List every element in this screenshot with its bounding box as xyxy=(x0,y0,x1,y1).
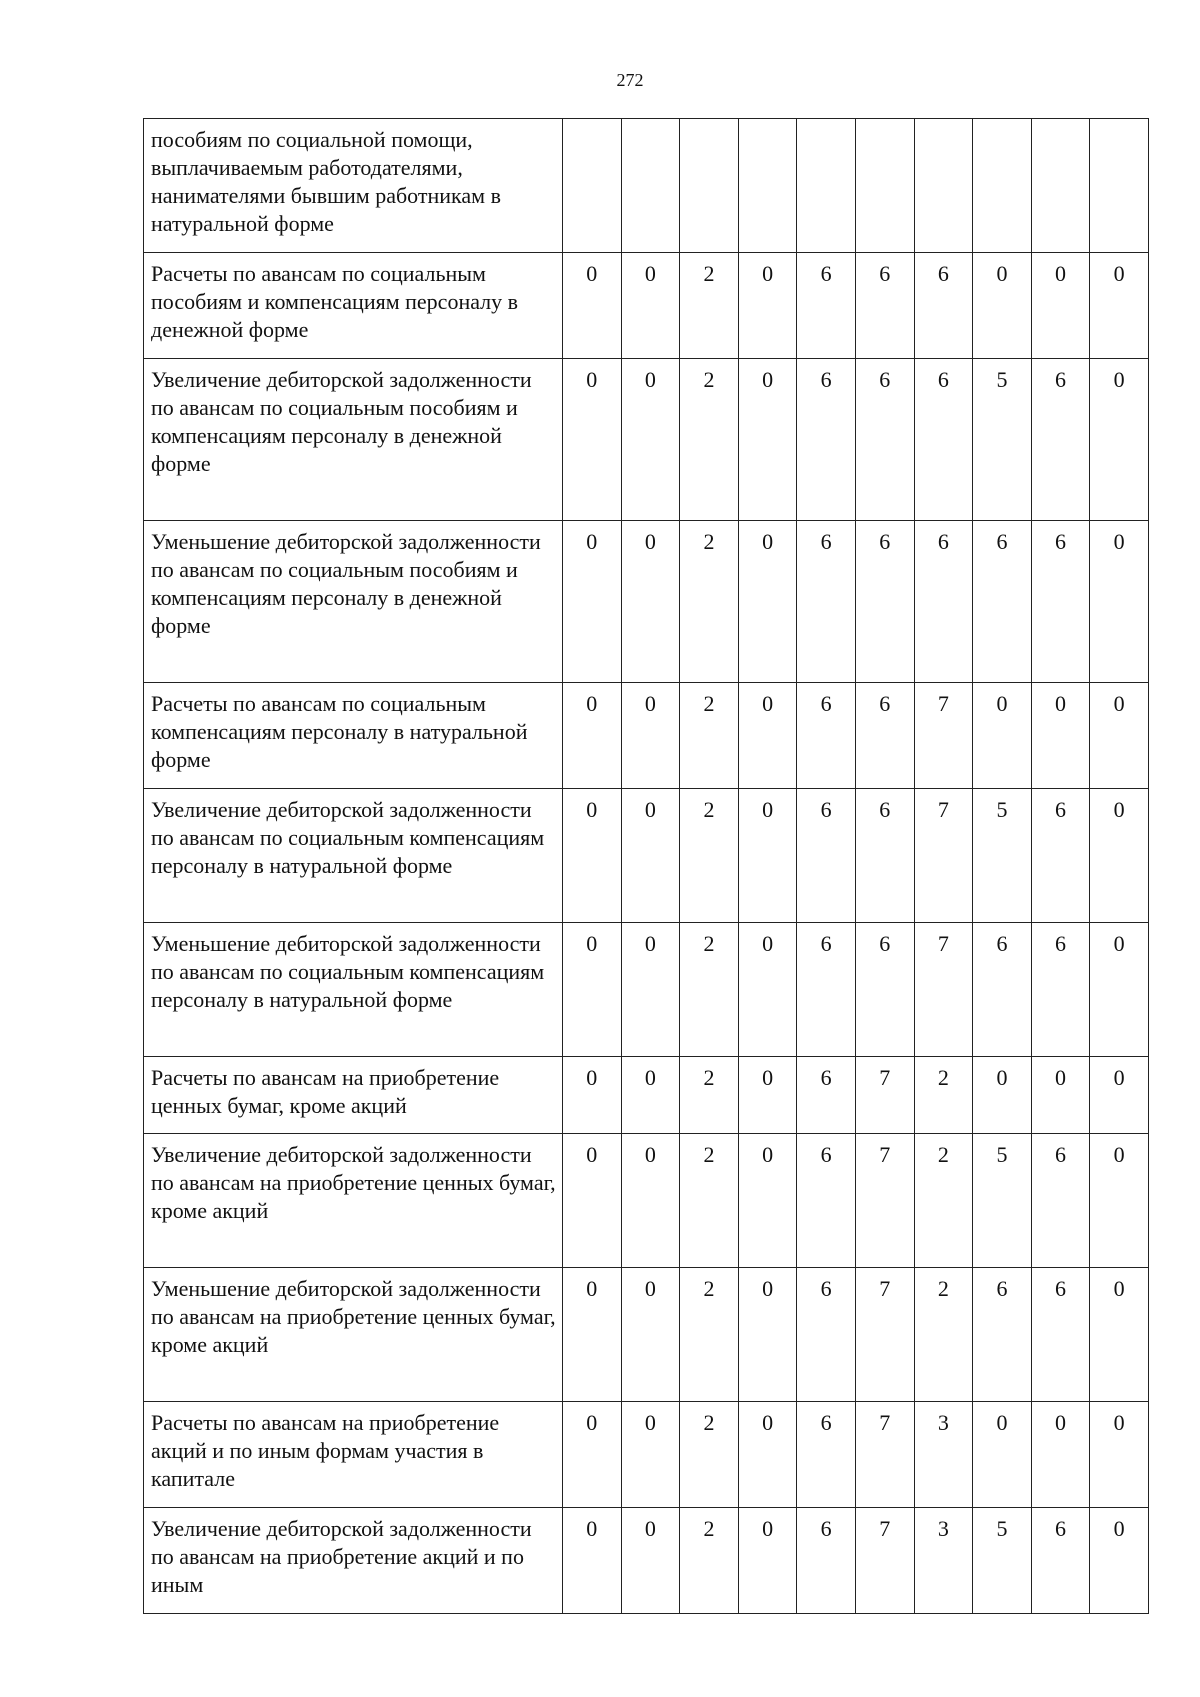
code-digit-cell: 3 xyxy=(914,1402,973,1508)
code-digit-cell: 2 xyxy=(680,923,739,1057)
code-digit-cell: 6 xyxy=(797,1134,856,1268)
code-digit-cell: 6 xyxy=(855,253,914,359)
code-digit-cell: 6 xyxy=(914,359,973,521)
code-digit-cell: 0 xyxy=(621,1402,680,1508)
code-digit-cell: 0 xyxy=(738,1057,797,1134)
code-digit-cell: 6 xyxy=(855,683,914,789)
code-digit-cell: 0 xyxy=(738,359,797,521)
code-digit-cell: 2 xyxy=(680,1268,739,1402)
code-digit-cell: 0 xyxy=(621,359,680,521)
code-digit-cell: 2 xyxy=(680,359,739,521)
code-digit-cell: 0 xyxy=(973,253,1032,359)
code-digit-cell xyxy=(563,119,622,253)
code-digit-cell: 6 xyxy=(855,789,914,923)
table-row xyxy=(144,1508,1149,1614)
code-digit-cell: 0 xyxy=(563,1268,622,1402)
code-digit-cell: 0 xyxy=(563,1057,622,1134)
code-digit-cell: 0 xyxy=(621,923,680,1057)
code-digit-cell: 6 xyxy=(797,683,856,789)
code-digit-cell: 6 xyxy=(1031,521,1090,683)
code-digit-cell: 6 xyxy=(797,521,856,683)
code-digit-cell: 0 xyxy=(621,1057,680,1134)
account-name-cell: Уменьшение дебиторской задолженности по авансам по социальным пособиям и компенсациям персоналу в денежной форме xyxy=(144,521,563,683)
table-row xyxy=(144,359,1149,521)
code-digit-cell: 0 xyxy=(1090,683,1149,789)
code-digit-cell: 6 xyxy=(797,1402,856,1508)
code-digit-cell: 0 xyxy=(1090,1057,1149,1134)
table-row xyxy=(144,521,1149,683)
account-name-cell: Увеличение дебиторской задолженности по авансам на приобретение ценных бумаг, кроме акций xyxy=(144,1134,563,1268)
code-digit-cell xyxy=(1090,119,1149,253)
code-digit-cell: 2 xyxy=(680,1508,739,1614)
table-row xyxy=(144,253,1149,359)
code-digit-cell xyxy=(914,119,973,253)
code-digit-cell: 0 xyxy=(563,789,622,923)
code-digit-cell: 0 xyxy=(563,923,622,1057)
code-digit-cell xyxy=(738,119,797,253)
code-digit-cell: 5 xyxy=(973,1508,1032,1614)
code-digit-cell: 6 xyxy=(797,1057,856,1134)
code-digit-cell: 0 xyxy=(738,1268,797,1402)
code-digit-cell: 6 xyxy=(914,521,973,683)
code-digit-cell: 2 xyxy=(680,1134,739,1268)
code-digit-cell: 0 xyxy=(621,1268,680,1402)
code-digit-cell: 6 xyxy=(797,789,856,923)
code-digit-cell: 6 xyxy=(797,359,856,521)
account-name-cell: Расчеты по авансам по социальным компенсациям персоналу в натуральной форме xyxy=(144,683,563,789)
code-digit-cell: 6 xyxy=(797,923,856,1057)
account-name-cell: Увеличение дебиторской задолженности по авансам по социальным пособиям и компенсациям персоналу в денежной форме xyxy=(144,359,563,521)
code-digit-cell: 6 xyxy=(1031,1508,1090,1614)
code-digit-cell: 2 xyxy=(914,1268,973,1402)
code-digit-cell: 0 xyxy=(973,683,1032,789)
code-digit-cell: 0 xyxy=(738,253,797,359)
account-name-cell: Расчеты по авансам на приобретение акций и по иным формам участия в капитале xyxy=(144,1402,563,1508)
code-digit-cell: 2 xyxy=(680,683,739,789)
code-digit-cell: 6 xyxy=(797,1508,856,1614)
code-digit-cell: 2 xyxy=(914,1057,973,1134)
code-digit-cell: 0 xyxy=(1090,1402,1149,1508)
code-digit-cell: 6 xyxy=(855,359,914,521)
code-digit-cell: 0 xyxy=(1090,1268,1149,1402)
code-digit-cell: 6 xyxy=(1031,923,1090,1057)
code-digit-cell xyxy=(855,119,914,253)
code-digit-cell: 0 xyxy=(738,789,797,923)
code-digit-cell: 7 xyxy=(914,683,973,789)
code-digit-cell: 6 xyxy=(914,253,973,359)
code-digit-cell: 6 xyxy=(973,1268,1032,1402)
code-digit-cell: 0 xyxy=(1031,683,1090,789)
code-digit-cell: 0 xyxy=(1090,923,1149,1057)
account-codes-table xyxy=(143,118,1149,1614)
code-digit-cell: 0 xyxy=(563,253,622,359)
code-digit-cell: 3 xyxy=(914,1508,973,1614)
code-digit-cell: 6 xyxy=(855,923,914,1057)
code-digit-cell: 6 xyxy=(973,923,1032,1057)
code-digit-cell: 0 xyxy=(1090,1134,1149,1268)
code-digit-cell: 7 xyxy=(914,789,973,923)
table-row xyxy=(144,1134,1149,1268)
code-digit-cell: 0 xyxy=(1090,789,1149,923)
code-digit-cell: 2 xyxy=(680,253,739,359)
code-digit-cell: 0 xyxy=(1090,253,1149,359)
account-codes-table-body xyxy=(144,119,1149,1614)
code-digit-cell: 0 xyxy=(738,521,797,683)
code-digit-cell: 0 xyxy=(973,1402,1032,1508)
code-digit-cell: 0 xyxy=(563,683,622,789)
code-digit-cell: 0 xyxy=(1090,359,1149,521)
code-digit-cell: 6 xyxy=(1031,1134,1090,1268)
code-digit-cell: 2 xyxy=(914,1134,973,1268)
code-digit-cell: 5 xyxy=(973,789,1032,923)
code-digit-cell: 5 xyxy=(973,359,1032,521)
account-name-cell: Расчеты по авансам по социальным пособиям и компенсациям персоналу в денежной форме xyxy=(144,253,563,359)
code-digit-cell: 2 xyxy=(680,521,739,683)
code-digit-cell: 0 xyxy=(621,1508,680,1614)
account-name-cell: Увеличение дебиторской задолженности по авансам по социальным компенсациям персоналу в натуральной форме xyxy=(144,789,563,923)
code-digit-cell: 0 xyxy=(973,1057,1032,1134)
code-digit-cell xyxy=(621,119,680,253)
code-digit-cell: 0 xyxy=(563,1402,622,1508)
code-digit-cell xyxy=(1031,119,1090,253)
code-digit-cell: 0 xyxy=(621,683,680,789)
table-row xyxy=(144,1268,1149,1402)
code-digit-cell: 0 xyxy=(621,521,680,683)
code-digit-cell: 0 xyxy=(563,1508,622,1614)
code-digit-cell xyxy=(973,119,1032,253)
code-digit-cell: 0 xyxy=(1090,1508,1149,1614)
code-digit-cell: 6 xyxy=(1031,789,1090,923)
code-digit-cell: 0 xyxy=(563,521,622,683)
code-digit-cell: 0 xyxy=(738,1134,797,1268)
account-name-cell: Увеличение дебиторской задолженности по авансам на приобретение акций и по иным xyxy=(144,1508,563,1614)
code-digit-cell xyxy=(797,119,856,253)
code-digit-cell: 0 xyxy=(621,789,680,923)
table-row xyxy=(144,119,1149,253)
code-digit-cell: 0 xyxy=(1090,521,1149,683)
code-digit-cell: 7 xyxy=(855,1057,914,1134)
code-digit-cell: 6 xyxy=(1031,359,1090,521)
page-number: 272 xyxy=(616,70,644,90)
code-digit-cell: 7 xyxy=(855,1402,914,1508)
code-digit-cell: 2 xyxy=(680,789,739,923)
table-row xyxy=(144,789,1149,923)
table-row xyxy=(144,923,1149,1057)
table-row xyxy=(144,683,1149,789)
code-digit-cell: 6 xyxy=(797,1268,856,1402)
code-digit-cell: 7 xyxy=(855,1268,914,1402)
code-digit-cell: 0 xyxy=(738,1508,797,1614)
code-digit-cell: 0 xyxy=(1031,1402,1090,1508)
code-digit-cell: 2 xyxy=(680,1057,739,1134)
account-name-cell: Уменьшение дебиторской задолженности по авансам на приобретение ценных бумаг, кроме акций xyxy=(144,1268,563,1402)
code-digit-cell: 6 xyxy=(797,253,856,359)
code-digit-cell: 7 xyxy=(914,923,973,1057)
code-digit-cell xyxy=(680,119,739,253)
account-name-cell: Уменьшение дебиторской задолженности по авансам по социальным компенсациям персоналу в натуральной форме xyxy=(144,923,563,1057)
code-digit-cell: 5 xyxy=(973,1134,1032,1268)
code-digit-cell: 0 xyxy=(563,359,622,521)
table-row xyxy=(144,1402,1149,1508)
code-digit-cell: 6 xyxy=(973,521,1032,683)
table-row xyxy=(144,1057,1149,1134)
code-digit-cell: 0 xyxy=(563,1134,622,1268)
account-name-cell: Расчеты по авансам на приобретение ценных бумаг, кроме акций xyxy=(144,1057,563,1134)
code-digit-cell: 6 xyxy=(855,521,914,683)
code-digit-cell: 0 xyxy=(1031,253,1090,359)
code-digit-cell: 0 xyxy=(1031,1057,1090,1134)
code-digit-cell: 7 xyxy=(855,1134,914,1268)
code-digit-cell: 0 xyxy=(738,923,797,1057)
code-digit-cell: 0 xyxy=(621,1134,680,1268)
code-digit-cell: 0 xyxy=(621,253,680,359)
code-digit-cell: 6 xyxy=(1031,1268,1090,1402)
code-digit-cell: 0 xyxy=(738,683,797,789)
code-digit-cell: 0 xyxy=(738,1402,797,1508)
code-digit-cell: 7 xyxy=(855,1508,914,1614)
code-digit-cell: 2 xyxy=(680,1402,739,1508)
account-name-cell: пособиям по социальной помощи, выплачиваемым работодателями, нанимателями бывшим работникам в натуральной форме xyxy=(144,119,563,253)
